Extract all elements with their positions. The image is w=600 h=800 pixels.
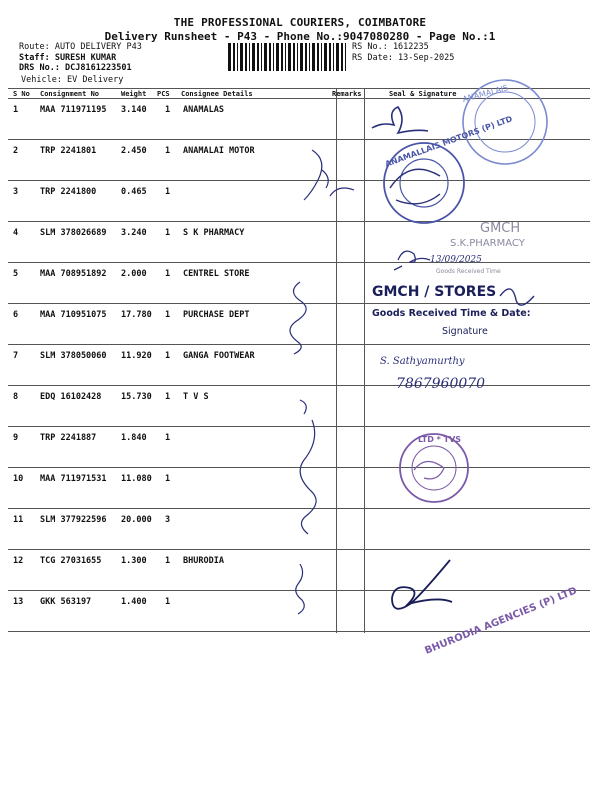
row1-signature bbox=[372, 107, 428, 133]
cell-weight: 15.730 bbox=[121, 392, 152, 402]
company-name: THE PROFESSIONAL COURIERS, COIMBATORE bbox=[173, 16, 427, 29]
cell-consignment: MAA 710951075 bbox=[40, 310, 107, 320]
cell-pcs: 1 bbox=[165, 474, 171, 484]
cell-sno: 1 bbox=[13, 105, 19, 115]
cell-pcs: 1 bbox=[165, 433, 171, 443]
row5-bracket bbox=[290, 282, 306, 354]
seal-bhurodia-text: BHURODIA AGENCIES (P) LTD bbox=[423, 585, 579, 657]
cell-consignee: CENTREL STORE bbox=[183, 269, 250, 279]
cell-weight: 3.240 bbox=[121, 228, 147, 238]
cell-consignment: SLM 378050060 bbox=[40, 351, 107, 361]
cell-consignee: GANGA FOOTWEAR bbox=[183, 351, 255, 361]
cell-sno: 12 bbox=[13, 556, 24, 566]
cell-consignee: BHURODIA bbox=[183, 556, 224, 566]
seal-tvs-text: LTD * TVS bbox=[418, 435, 462, 444]
cell-sno: 5 bbox=[13, 269, 19, 279]
cell-pcs: 1 bbox=[165, 105, 171, 115]
seal-anamalais-text: ANAMALAIS bbox=[461, 83, 510, 105]
cell-sno: 3 bbox=[13, 187, 19, 197]
cell-consignment: MAA 708951892 bbox=[40, 269, 107, 279]
cell-sno: 4 bbox=[13, 228, 19, 238]
cell-pcs: 1 bbox=[165, 187, 171, 197]
rs-no-label: RS No.: 1612235 bbox=[352, 42, 429, 52]
cell-weight: 11.920 bbox=[121, 351, 152, 361]
cell-sno: 10 bbox=[13, 474, 24, 484]
cell-pcs: 1 bbox=[165, 597, 171, 607]
cell-consignee: ANAMALAS bbox=[183, 105, 224, 115]
pharmacy-date-text: 13/09/2025 bbox=[430, 255, 482, 265]
stores-received-text: Goods Received Time & Date: bbox=[372, 308, 531, 319]
cell-consignee: T V S bbox=[183, 392, 209, 402]
cell-sno: 11 bbox=[13, 515, 24, 525]
vehicle-label: Vehicle: EV Delivery bbox=[21, 75, 124, 85]
cell-sno: 7 bbox=[13, 351, 19, 361]
cell-pcs: 1 bbox=[165, 228, 171, 238]
cell-weight: 1.400 bbox=[121, 597, 147, 607]
pharmacy-received-text: Goods Received Time bbox=[436, 268, 501, 275]
ganga-sign-text: S. Sathyamurthy bbox=[380, 356, 465, 367]
bhurodia-stamp bbox=[392, 560, 579, 657]
stores-stamp bbox=[372, 284, 534, 337]
cell-consignee: S K PHARMACY bbox=[183, 228, 245, 238]
ganga-signature bbox=[380, 356, 485, 392]
cell-pcs: 1 bbox=[165, 392, 171, 402]
cell-consignment: TRP 2241887 bbox=[40, 433, 97, 443]
cell-weight: 11.080 bbox=[121, 474, 152, 484]
cell-consignment: EDQ 16102428 bbox=[40, 392, 102, 402]
row2-bracket bbox=[304, 150, 328, 200]
cell-weight: 1.840 bbox=[121, 433, 147, 443]
col-seal: Seal & Signature bbox=[389, 90, 457, 98]
cell-pcs: 3 bbox=[165, 515, 171, 525]
cell-weight: 1.300 bbox=[121, 556, 147, 566]
staff-label: Staff: SURESH KUMAR bbox=[19, 52, 117, 63]
col-weight: Weight bbox=[121, 90, 147, 98]
cell-consignment: TCG 27031655 bbox=[40, 556, 102, 566]
cell-consignee: PURCHASE DEPT bbox=[183, 310, 250, 320]
pharmacy-stamp bbox=[394, 221, 526, 275]
cell-weight: 17.780 bbox=[121, 310, 152, 320]
seal-motors-text: ANAMALLAIS MOTORS (P) LTD bbox=[383, 114, 514, 169]
cell-sno: 9 bbox=[13, 433, 19, 443]
col-sno: S No bbox=[13, 90, 30, 98]
route-label: Route: AUTO DELIVERY P43 bbox=[19, 42, 142, 52]
cell-pcs: 1 bbox=[165, 351, 171, 361]
cell-consignment: SLM 377922596 bbox=[40, 515, 107, 525]
cell-consignment: MAA 711971195 bbox=[40, 105, 107, 115]
cell-sno: 6 bbox=[13, 310, 19, 320]
cell-pcs: 1 bbox=[165, 269, 171, 279]
cell-weight: 20.000 bbox=[121, 515, 152, 525]
cell-consignment: TRP 2241800 bbox=[40, 187, 97, 197]
cell-sno: 2 bbox=[13, 146, 19, 156]
pharmacy-top-text: GMCH bbox=[480, 221, 521, 236]
col-pcs: PCS bbox=[157, 90, 170, 98]
cell-consignment: TRP 2241801 bbox=[40, 146, 97, 156]
cell-consignee: ANAMALAI MOTOR bbox=[183, 146, 255, 156]
cell-pcs: 1 bbox=[165, 310, 171, 320]
ganga-phone-text: 7867960070 bbox=[396, 376, 486, 392]
cell-weight: 2.000 bbox=[121, 269, 147, 279]
col-consignment: Consignment No bbox=[40, 90, 100, 98]
col-remarks: Remarks bbox=[332, 90, 362, 98]
cell-sno: 13 bbox=[13, 597, 24, 607]
pharmacy-name-text: S.K.PHARMACY bbox=[450, 238, 525, 249]
stores-title-text: GMCH / STORES bbox=[372, 284, 497, 300]
row12-bracket bbox=[296, 564, 305, 614]
drs-label: DRS No.: DCJ8161223501 bbox=[19, 63, 132, 73]
runsheet-title: Delivery Runsheet - P43 - Phone No.:9047080280 - Page No.:1 bbox=[104, 30, 496, 43]
cell-consignment: MAA 711971531 bbox=[40, 474, 107, 484]
cell-weight: 2.450 bbox=[121, 146, 147, 156]
cell-consignment: SLM 378026689 bbox=[40, 228, 107, 238]
tvs-seal bbox=[400, 434, 468, 502]
row8-bracket bbox=[300, 400, 316, 534]
row2-bracket-tail bbox=[330, 188, 354, 196]
rs-date-label: RS Date: 13-Sep-2025 bbox=[352, 52, 455, 63]
motors-seal bbox=[384, 114, 514, 223]
cell-weight: 3.140 bbox=[121, 105, 147, 115]
cell-weight: 0.465 bbox=[121, 187, 147, 197]
cell-pcs: 1 bbox=[165, 556, 171, 566]
stores-signature-text: Signature bbox=[442, 326, 488, 337]
cell-sno: 8 bbox=[13, 392, 19, 402]
cell-pcs: 1 bbox=[165, 146, 171, 156]
col-consignee: Consignee Details bbox=[181, 90, 253, 98]
cell-consignment: GKK 563197 bbox=[40, 597, 92, 607]
